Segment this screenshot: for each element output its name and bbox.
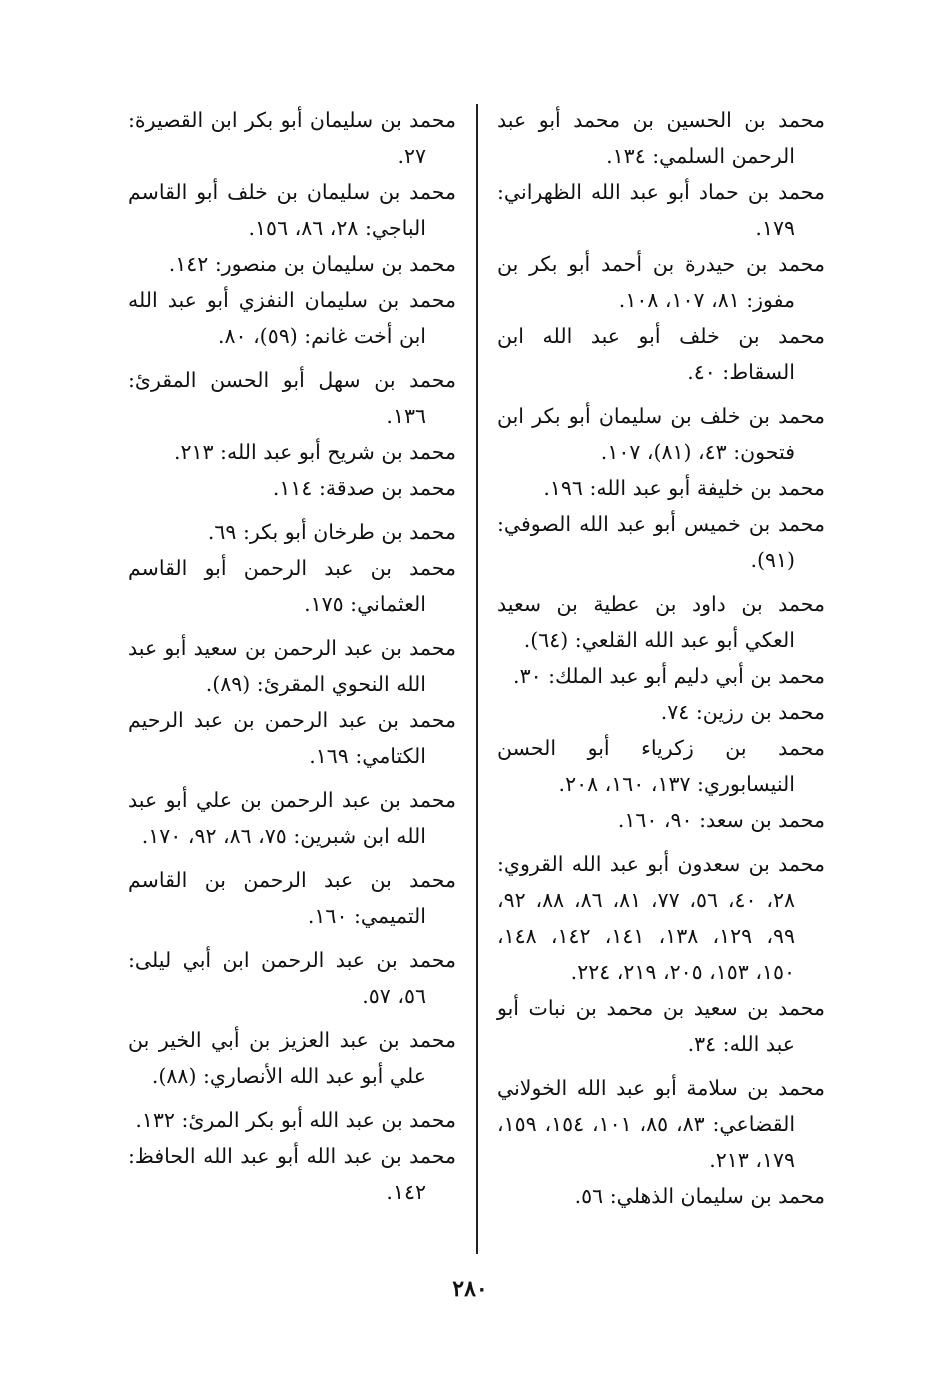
index-entry: محمد بن سليمان الذهلي: ٥٦.: [574, 1184, 825, 1208]
index-entry: محمد بن خليفة أبو عبد الله: ١٩٦.: [543, 476, 825, 500]
index-entry: محمد بن حيدرة بن أحمد أبو بكر بن مفوز: ٨١، ١٠٧، ١٠٨.: [497, 252, 825, 312]
index-entry: محمد بن زكرياء أبو الحسن النيسابوري: ١٣٧، ١٦٠، ٢٠٨.: [497, 736, 825, 796]
index-entry: محمد بن سليمان أبو بكر ابن القصيرة: ٢٧.: [128, 108, 456, 168]
index-entry: محمد بن داود بن عطية بن سعيد العكي أبو عبد الله القلعي: (٦٤).: [497, 592, 825, 652]
index-entry: محمد بن عبد الله أبو بكر المرئ: ١٣٢.: [135, 1108, 456, 1132]
index-entry: محمد بن الحسين بن محمد أبو عبد الرحمن السلمي: ١٣٤.: [497, 108, 825, 168]
index-entry: محمد بن سعدون أبو عبد الله القروي: ٢٨، ٤٠، ٥٦، ٧٧، ٨١، ٨٦، ٨٨، ٩٢، ٩٩، ١٢٩، ١٣٨، ١٤١، ١٤٢، ١٤٨، ١٥٠، ١٥٣، ٢٠٥، ٢١٩، ٢٢٤.: [497, 852, 825, 984]
right-column: [497, 102, 825, 1214]
index-entry: محمد بن رزين: ٧٤.: [660, 700, 825, 724]
index-entry: محمد بن حماد أبو عبد الله الظهراني: ١٧٩.: [497, 180, 825, 240]
index-entry: محمد بن سعيد بن محمد بن نبات أبو عبد الله: ٣٤.: [497, 996, 825, 1056]
index-entry: محمد بن سلامة أبو عبد الله الخولاني القضاعي: ٨٣، ٨٥، ١٠١، ١٥٤، ١٥٩، ١٧٩، ٢١٣.: [497, 1076, 825, 1172]
index-entry: محمد بن عبد الله أبو عبد الله الحافظ: ١٤٢.: [128, 1144, 456, 1204]
index-entry: محمد بن خلف أبو عبد الله ابن السقاط: ٤٠.: [497, 324, 825, 384]
index-entry: محمد بن طرخان أبو بكر: ٦٩.: [207, 520, 456, 544]
index-entry: محمد بن عبد الرحمن بن عبد الرحيم الكتامي: ١٦٩.: [128, 708, 456, 768]
index-entry: محمد بن عبد العزيز بن أبي الخير بن علي أبو عبد الله الأنصاري: (٨٨).: [128, 1028, 456, 1088]
index-entry: محمد بن سعد: ٩٠، ١٦٠.: [617, 808, 825, 832]
index-entry: محمد بن عبد الرحمن بن علي أبو عبد الله ابن شبرين: ٧٥، ٨٦، ٩٢، ١٧٠.: [128, 788, 456, 848]
index-entry: محمد بن صدقة: ١١٤.: [272, 476, 456, 500]
index-entry: محمد بن سليمان بن منصور: ١٤٢.: [168, 252, 456, 276]
index-entry: محمد بن شريح أبو عبد الله: ٢١٣.: [173, 440, 456, 464]
index-entry: محمد بن عبد الرحمن ابن أبي ليلى: ٥٦، ٥٧.: [128, 948, 456, 1008]
index-entry: محمد بن سهل أبو الحسن المقرئ: ١٣٦.: [128, 368, 456, 428]
index-entry: محمد بن سليمان بن خلف أبو القاسم الباجي: ٢٨، ٨٦، ١٥٦.: [128, 180, 456, 240]
index-entry: محمد بن عبد الرحمن بن القاسم التميمي: ١٦٠.: [128, 868, 456, 928]
index-entry: محمد بن خلف بن سليمان أبو بكر ابن فتحون: ٤٣، (٨١)، ١٠٧.: [497, 404, 825, 464]
page-number: ٢٨٠: [452, 1276, 488, 1302]
index-entry: محمد بن سليمان النفزي أبو عبد الله ابن أخت غانم: (٥٩)، ٨٠.: [128, 288, 456, 348]
index-entry: محمد بن عبد الرحمن أبو القاسم العثماني: ١٧٥.: [128, 556, 456, 616]
index-entry: محمد بن أبي دليم أبو عبد الملك: ٣٠.: [513, 664, 825, 688]
column-divider: [476, 104, 478, 1254]
left-column: [128, 102, 456, 1210]
index-entry: محمد بن عبد الرحمن بن سعيد أبو عبد الله النحوي المقرئ: (٨٩).: [128, 636, 456, 696]
index-entry: محمد بن خميس أبو عبد الله الصوفي: (٩١).: [497, 512, 825, 572]
